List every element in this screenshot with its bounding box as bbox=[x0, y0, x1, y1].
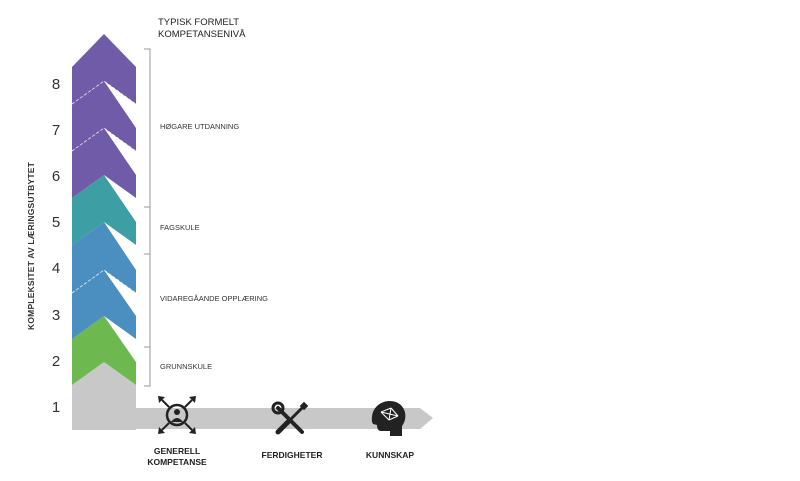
header-title bbox=[158, 17, 245, 41]
level-number-8: 8 bbox=[51, 76, 61, 93]
band-label-grunnskule: GRUNNSKULE bbox=[160, 362, 213, 371]
y-axis-label: KOMPLEKSITET AV LÆRINGSUTBYTET bbox=[26, 162, 36, 330]
category-label-line-2: KOMPETANSE bbox=[147, 457, 207, 467]
level-number-7: 7 bbox=[51, 122, 61, 139]
band-label-vidaregaande: VIDAREGÅANDE OPPLÆRING bbox=[160, 294, 268, 303]
bracket-lines bbox=[144, 49, 150, 386]
level-number-1: 1 bbox=[51, 399, 61, 416]
level-number-2: 2 bbox=[51, 353, 61, 370]
header-line-1: TYPISK FORMELT bbox=[158, 17, 240, 28]
category-label-generell-kompetanse bbox=[147, 446, 206, 468]
category-label-kunnskap bbox=[366, 450, 414, 461]
level-number-3: 3 bbox=[51, 307, 61, 324]
level-number-5: 5 bbox=[51, 214, 61, 231]
band-label-hogare-utdanning: HØGARE UTDANNING bbox=[160, 122, 240, 131]
category-label-line-1: KUNNSKAP bbox=[365, 450, 415, 460]
column-gap bbox=[136, 386, 142, 408]
category-label-line-1: GENERELL bbox=[153, 446, 201, 456]
band-label-fagskule: FAGSKULE bbox=[160, 223, 200, 232]
category-label-ferdigheter bbox=[262, 450, 323, 461]
category-label-line-1: FERDIGHETER bbox=[261, 450, 323, 460]
level-number-4: 4 bbox=[51, 260, 61, 277]
head-brain-icon bbox=[372, 401, 406, 436]
level-number-6: 6 bbox=[51, 168, 61, 185]
header-line-2: KOMPETANSENIVÅ bbox=[158, 29, 246, 40]
